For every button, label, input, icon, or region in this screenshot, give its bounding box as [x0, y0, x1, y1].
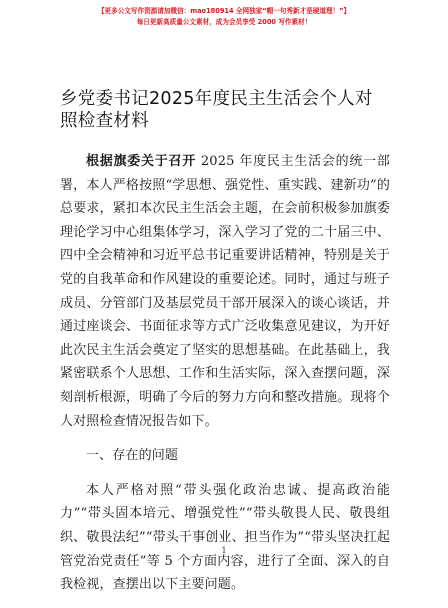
document-body [60, 150, 390, 608]
intro-bold-text: 根据旗委关于召开 [86, 154, 196, 169]
banner-line-2: 每日更新高质量公文素材，成为会员享受 2000 写作素材！ [136, 18, 312, 26]
intro-text: 2025 年度民主生活会的统一部署，本人严格按照“学思想、强党性、重实践、建新功”的总要求，紧扣本次民主生活会主题，在会前积极参加旗委理论学习中心组集体学习，深入学习了党的二十届三中、四中全会精神和习近平总书记重要讲话精神，特别是关于党的自我革命和作风建设的重要论述。同时，通过与班子成员、分管部门及基层党员干部开展深入的谈心谈话，并通过座谈会、书面征求等方式广泛收集意见建议，为开好此次民主生活会奠定了坚实的思想基础。在此基础上，我紧密联系个人思想、工作和生活实际，深入查摆问题，深刻剖析根源，明确了今后的努力方向和整改措施。现将个人对照检查情况报告如下。 [60, 154, 391, 429]
page-number: 1 [221, 546, 227, 555]
intro-paragraph [60, 150, 390, 433]
top-banner [0, 6, 448, 28]
document-title: 乡党委书记2025年度民主生活会个人对照检查材料 [60, 89, 373, 131]
section-paragraph: 本人严格对照“带头强化政治忠诚、提高政治能力”“带头固本培元、增强党性”“带头敬畏人民、敬畏组织、敬畏法纪”“带头干事创业、担当作为”“带头坚决扛起管党治党责任”等 5 个方面内容，进行了全面、深入的自我检视，查摆出以下主要问题。 [60, 482, 390, 593]
banner-line-1: 【更多公文写作资源请加微信：mao180914 全网独家“帽一句秀新才是硬道理！”】 [97, 7, 351, 15]
section-heading: 一、存在的问题 [86, 448, 179, 464]
